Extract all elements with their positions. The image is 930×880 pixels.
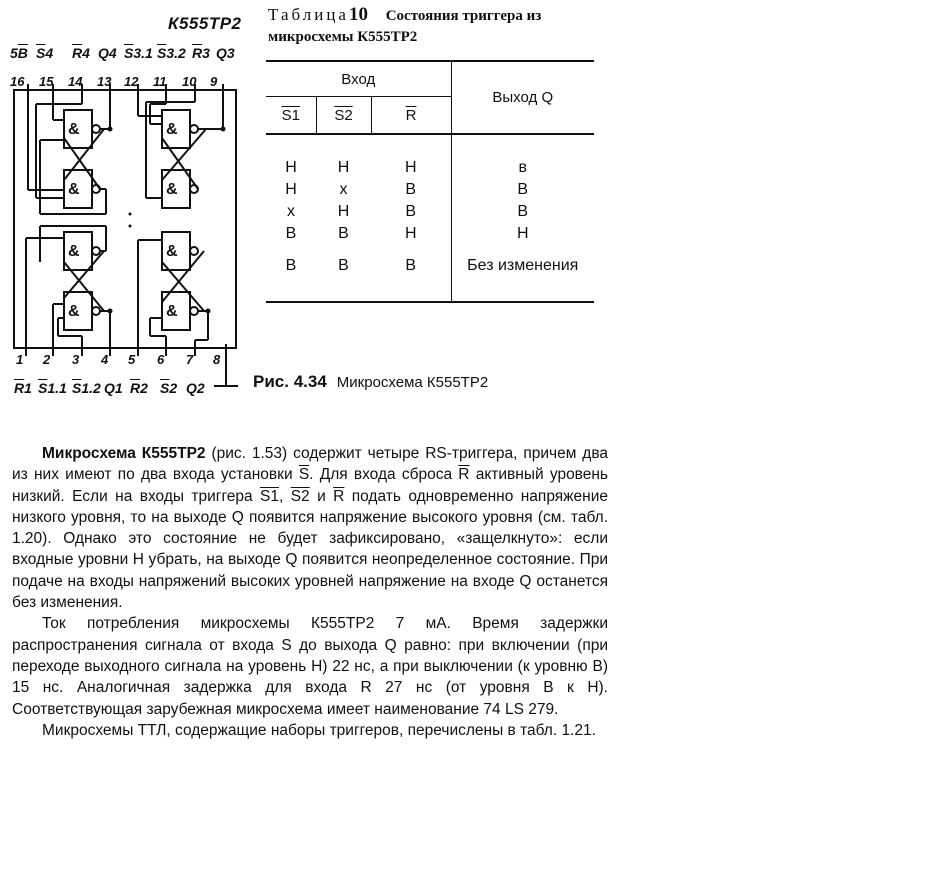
cell-r: Н: [371, 134, 451, 179]
table-title-line1: Состояния триггера из: [385, 8, 542, 24]
table-row: [266, 179, 594, 201]
pin-number-12: 12: [124, 74, 139, 89]
pin-number-14: 14: [68, 74, 83, 89]
pin-number-4: 4: [101, 352, 109, 367]
pin-label-10: $\overline{R}3$: [192, 45, 210, 61]
pin-number-10: 10: [182, 74, 197, 89]
cell-q: в: [518, 159, 527, 176]
cell-s2: В: [316, 245, 371, 302]
cell-r: Н: [371, 223, 451, 245]
pin-number-3: 3: [72, 352, 80, 367]
pin-label-7: Q2: [186, 380, 205, 396]
pin-number-9: 9: [210, 74, 218, 89]
table-title-line2: микросхемы К555ТР2: [268, 29, 418, 45]
cell-r: В: [371, 201, 451, 223]
pin-label-3: $\overline{S}1.2$: [72, 380, 101, 396]
pin-label-9: Q3: [216, 45, 235, 61]
pin-label-16: 5В: [10, 45, 28, 61]
pin-label-5: $\overline{R}2$: [130, 380, 148, 396]
cell-q: В: [517, 203, 529, 220]
header-input-group: Вход: [266, 61, 451, 97]
header-output: Выход Q: [451, 61, 594, 134]
cell-s1: В: [285, 225, 297, 242]
cell-s2: х: [339, 181, 348, 198]
table-number: 10: [348, 4, 368, 25]
pin-number-8: 8: [213, 352, 221, 367]
cell-r: В: [371, 245, 451, 302]
pin-label-12: $\overline{S}3.1$: [124, 45, 153, 61]
cell-s2: Н: [337, 203, 350, 220]
table-label: Таблица: [268, 5, 349, 24]
table-row: [266, 223, 594, 245]
chip-diagram: [0, 0, 250, 410]
gate-symbol-3b: &: [166, 181, 178, 198]
pin-number-16: 16: [10, 74, 25, 89]
cell-q: Н: [516, 225, 529, 242]
gate-symbol-4b: &: [68, 181, 80, 198]
gate-symbol-2b: &: [166, 303, 178, 320]
pin-number-11: 11: [153, 74, 167, 89]
chip-schematic: [0, 0, 250, 410]
pin-label-2: $\overline{S}1.1$: [38, 380, 67, 396]
pin-label-1: $\overline{R}1$: [14, 380, 32, 396]
paragraph-2: Ток потребления микросхемы К555ТР2 7 мА. Время задержки распространения сигнала от входа S до выхода Q равно: при включении (при переходе выходного сигнала на уровень Н) 22 нс, а при выключении (к уровню В) 15 нс. Аналогичная задержка для входа R 27 нс (от уровня В к Н). Соответствующая зарубежная микросхема имеет наименование 74 LS 279.: [12, 615, 608, 718]
state-table: [266, 60, 594, 303]
gate-symbol-1a: &: [68, 243, 80, 260]
pin-number-7: 7: [186, 352, 194, 367]
pin-label-11: $\overline{S}3.2$: [157, 45, 186, 61]
table-title: [268, 4, 613, 48]
cell-s2: Н: [337, 159, 350, 176]
pin-number-2: 2: [43, 352, 51, 367]
gate-symbol-3a: &: [166, 121, 178, 138]
cell-q: В: [517, 181, 529, 198]
body-text: [12, 443, 608, 741]
pin-number-1: 1: [16, 352, 24, 367]
cell-s1: Н: [285, 181, 297, 198]
paragraph-3: Микросхемы ТТЛ, содержащие наборы триггеров, перечислены в табл. 1.21.: [42, 721, 596, 739]
gate-symbol-4a: &: [68, 121, 80, 138]
pin-number-5: 5: [128, 352, 136, 367]
pin-label-6: $\overline{S}2$: [160, 380, 178, 396]
table-row: [266, 201, 594, 223]
cell-s2: В: [338, 225, 349, 242]
table-row: [266, 134, 594, 179]
pin-label-4: Q1: [104, 380, 123, 396]
header-s2: S2: [316, 97, 371, 135]
pin-label-15: $\overline{S}4$: [36, 45, 54, 61]
cell-s1: В: [266, 245, 316, 302]
gate-symbol-1b: &: [68, 303, 80, 320]
table-row: [266, 245, 594, 302]
cell-s1: Н: [285, 159, 297, 176]
figure-number: Рис. 4.34: [253, 372, 327, 391]
pin-label-14: $\overline{R}4$: [72, 45, 90, 61]
pin-number-6: 6: [157, 352, 165, 367]
figure-caption: [253, 372, 488, 392]
paragraph-1: Микросхема К555ТР2 (рис. 1.53) содержит четыре RS-триггера, причем два из них имеют по два входа установки $\overline{S}$. Для входа сброса $\overline{R}$ активный уровень низкий. Если на входы триггера S1, S2 и $\overline{R}$ подать одновременно напряжение низкого уровня, то на выходе Q появится напряжение высокого уровня (см. табл. 1.20). Однако это состояние не будет зафиксировано, «защелкнуто»: если входные уровни Н убрать, на выходе Q появится неопределенное состояние. При подаче на входы напряжений высоких уровней напряжение на входе Q останется без изменения.: [12, 445, 609, 612]
cell-s1: х: [287, 203, 295, 220]
header-r: $\overline{R}$: [371, 97, 451, 135]
pin-number-13: 13: [97, 74, 112, 89]
cell-r: В: [371, 179, 451, 201]
figure-caption-text: Микросхема К555ТР2: [336, 374, 489, 391]
chip-name-label: К555ТР2: [168, 14, 242, 33]
cell-q: Без изменения: [451, 245, 594, 302]
gate-symbol-2a: &: [166, 243, 178, 260]
pin-label-13: Q4: [98, 45, 117, 61]
header-s1: S1: [266, 97, 316, 135]
pin-number-15: 15: [39, 74, 54, 89]
